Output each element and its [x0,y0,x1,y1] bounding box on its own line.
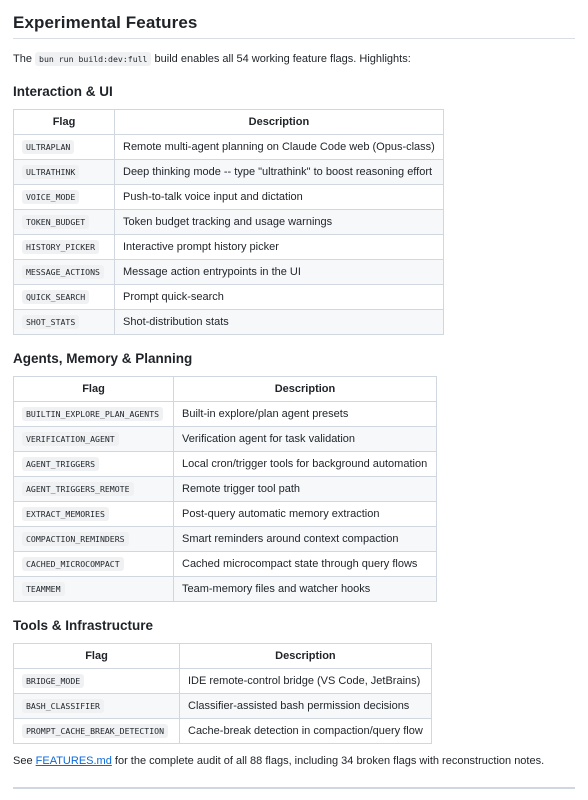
flag-code: BRIDGE_MODE [22,674,84,688]
table-row [14,477,437,502]
description-cell: Deep thinking mode -- type "ultrathink" to boost reasoning effort [115,160,444,185]
description-cell: Cache-break detection in compaction/query flow [180,719,432,744]
flag-code: SHOT_STATS [22,315,79,329]
flag-code: TEAMMEM [22,582,65,596]
description-cell: Message action entrypoints in the UI [115,260,444,285]
flag-code: VERIFICATION_AGENT [22,432,119,446]
table-row [14,694,432,719]
flag-code: CACHED_MICROCOMPACT [22,557,124,571]
flag-cell [14,502,174,527]
flag-cell [14,694,180,719]
description-cell: Interactive prompt history picker [115,235,444,260]
flag-cell [14,577,174,602]
flag-code: MESSAGE_ACTIONS [22,265,104,279]
table-row [14,160,444,185]
column-header-flag: Flag [14,377,174,402]
title-divider [13,38,575,39]
flag-cell [14,135,115,160]
column-header-description: Description [180,644,432,669]
footer-paragraph [13,755,544,767]
description-cell: Cached microcompact state through query flows [174,552,437,577]
description-cell: Local cron/trigger tools for background automation [174,452,437,477]
section-heading-agents: Agents, Memory & Planning [13,351,193,366]
flag-cell [14,552,174,577]
table-row [14,135,444,160]
table-row [14,402,437,427]
flag-cell [14,210,115,235]
flag-code: PROMPT_CACHE_BREAK_DETECTION [22,724,168,738]
flag-code: BUILTIN_EXPLORE_PLAN_AGENTS [22,407,163,421]
table-row [14,527,437,552]
table-header-row [14,644,432,669]
description-cell: Post-query automatic memory extraction [174,502,437,527]
table-row [14,452,437,477]
flag-cell [14,527,174,552]
table-row [14,552,437,577]
table-row [14,310,444,335]
column-header-description: Description [115,110,444,135]
column-header-flag: Flag [14,644,180,669]
description-cell: Remote multi-agent planning on Claude Code web (Opus-class) [115,135,444,160]
table-header-row [14,110,444,135]
flag-code: VOICE_MODE [22,190,79,204]
features-md-link[interactable]: FEATURES.md [35,755,112,767]
flag-cell [14,160,115,185]
flag-code: AGENT_TRIGGERS_REMOTE [22,482,134,496]
flag-code: COMPACTION_REMINDERS [22,532,129,546]
description-cell: Token budget tracking and usage warnings [115,210,444,235]
flag-code: QUICK_SEARCH [22,290,89,304]
footer-suffix: for the complete audit of all 88 flags, including 34 broken flags with reconstruction notes. [114,755,545,767]
table-header-row [14,377,437,402]
description-cell: Shot-distribution stats [115,310,444,335]
table-row [14,185,444,210]
description-cell: Built-in explore/plan agent presets [174,402,437,427]
column-header-description: Description [174,377,437,402]
description-cell: Remote trigger tool path [174,477,437,502]
flag-code: AGENT_TRIGGERS [22,457,99,471]
flag-cell [14,310,115,335]
table-row [14,669,432,694]
flag-cell [14,402,174,427]
flag-cell [14,235,115,260]
table-row [14,285,444,310]
table-row [14,427,437,452]
flag-code: ULTRAPLAN [22,140,74,154]
flag-code: ULTRATHINK [22,165,79,179]
intro-suffix: build enables all 54 working feature flags. Highlights: [154,53,411,65]
flag-code: BASH_CLASSIFIER [22,699,104,713]
flag-code: TOKEN_BUDGET [22,215,89,229]
description-cell: Classifier-assisted bash permission decisions [180,694,432,719]
description-cell: Push-to-talk voice input and dictation [115,185,444,210]
table-row [14,719,432,744]
flags-table-agents [13,376,437,602]
description-cell: Verification agent for task validation [174,427,437,452]
section-heading-interaction: Interaction & UI [13,84,113,99]
section-heading-tools: Tools & Infrastructure [13,618,154,633]
flag-cell [14,185,115,210]
table-row [14,210,444,235]
flag-cell [14,260,115,285]
column-header-flag: Flag [14,110,115,135]
description-cell: IDE remote-control bridge (VS Code, JetBrains) [180,669,432,694]
table-row [14,260,444,285]
flags-table-interaction [13,109,444,335]
flag-cell [14,452,174,477]
description-cell: Team-memory files and watcher hooks [174,577,437,602]
intro-paragraph [13,52,411,66]
flag-code: EXTRACT_MEMORIES [22,507,109,521]
intro-prefix: The [13,53,32,65]
table-row [14,235,444,260]
table-row [14,502,437,527]
flag-cell [14,719,180,744]
build-command-code: bun run build:dev:full [35,52,151,66]
description-cell: Prompt quick-search [115,285,444,310]
table-row [14,577,437,602]
flag-cell [14,427,174,452]
flag-cell [14,477,174,502]
page-title: Experimental Features [13,13,198,32]
footer-prefix: See [13,755,33,767]
flag-code: HISTORY_PICKER [22,240,99,254]
bottom-divider [13,787,575,789]
description-cell: Smart reminders around context compaction [174,527,437,552]
flags-table-tools [13,643,432,744]
flag-cell [14,669,180,694]
flag-cell [14,285,115,310]
